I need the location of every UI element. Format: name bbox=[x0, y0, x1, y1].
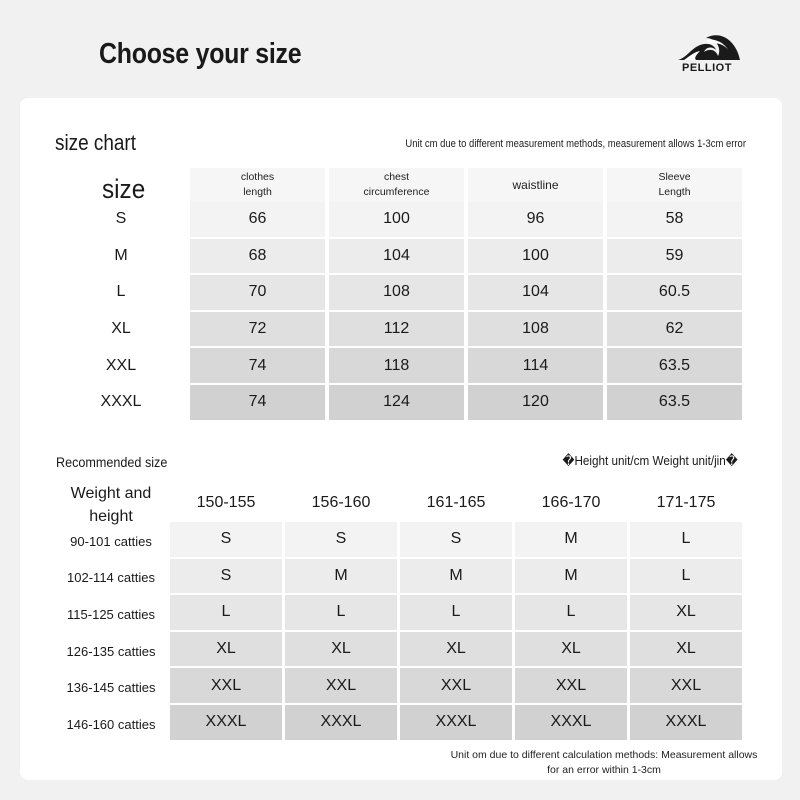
size-chart-column-header-line: clothes bbox=[240, 171, 275, 183]
recommended-size-cell: XL bbox=[170, 632, 282, 667]
size-chart-size-label: XL bbox=[111, 320, 131, 338]
weight-row-label: 146-160 catties bbox=[66, 716, 156, 732]
size-chart-cell: 100 bbox=[468, 239, 603, 274]
recommended-unit-note: �Height unit/cm Weight unit/jin� bbox=[562, 453, 738, 468]
size-chart-column-header-line: circumference bbox=[363, 186, 430, 198]
height-column-header: 171-175 bbox=[656, 494, 716, 511]
recommended-size-cell: L bbox=[400, 595, 512, 630]
recommended-size-cell: XL bbox=[630, 595, 742, 630]
size-chart-size-label: XXL bbox=[105, 356, 137, 374]
recommended-size-cell: S bbox=[170, 522, 282, 557]
recommended-size-cell: M bbox=[400, 559, 512, 594]
size-chart-cell: 58 bbox=[607, 202, 742, 237]
brand-logo bbox=[672, 32, 746, 78]
recommended-footer-note: Unit om due to different calculation methods: Measurement allows for an error within 1-3cm bbox=[450, 749, 758, 776]
size-chart-column-header bbox=[468, 168, 603, 202]
size-chart-size-label: L bbox=[116, 283, 126, 301]
size-chart-cell: 114 bbox=[468, 348, 603, 383]
weight-row-label: 126-135 catties bbox=[66, 643, 156, 659]
size-chart-cell: 63.5 bbox=[607, 348, 742, 383]
size-chart-cell: 108 bbox=[468, 312, 603, 347]
recommended-size-cell: XXL bbox=[170, 668, 282, 703]
height-column-header: 156-160 bbox=[311, 494, 371, 511]
recommended-size-cell: L bbox=[630, 559, 742, 594]
size-chart-size-label: M bbox=[114, 246, 128, 264]
size-chart-column-header bbox=[190, 168, 325, 202]
size-chart-column-header bbox=[607, 168, 742, 202]
size-chart-cell: 70 bbox=[190, 275, 325, 310]
size-chart-column-header-line: chest bbox=[383, 171, 410, 183]
size-chart-cell: 104 bbox=[468, 275, 603, 310]
recommended-size-cell: S bbox=[400, 522, 512, 557]
size-chart-cell: 96 bbox=[468, 202, 603, 237]
size-chart-size-label: S bbox=[115, 210, 127, 228]
size-chart-title: size chart bbox=[55, 130, 136, 155]
page-title: Choose your size bbox=[99, 38, 302, 70]
recommended-size-cell: S bbox=[170, 559, 282, 594]
height-column-header: 166-170 bbox=[541, 494, 601, 511]
weight-row-label: 90-101 catties bbox=[70, 533, 152, 549]
height-column-header: 161-165 bbox=[426, 494, 486, 511]
recommended-size-cell: L bbox=[285, 595, 397, 630]
recommended-size-cell: M bbox=[285, 559, 397, 594]
weight-row-label: 102-114 catties bbox=[67, 570, 155, 586]
size-chart-column-header-line: Sleeve bbox=[658, 171, 691, 183]
recommended-size-cell: XL bbox=[630, 632, 742, 667]
weight-row-label: 136-145 catties bbox=[66, 680, 156, 696]
page-header bbox=[0, 0, 800, 96]
recommended-size-cell: XXL bbox=[630, 668, 742, 703]
size-chart-cell: 66 bbox=[190, 202, 325, 237]
recommended-size-cell: M bbox=[515, 559, 627, 594]
recommended-size-cell: M bbox=[515, 522, 627, 557]
recommended-size-cell: XXL bbox=[400, 668, 512, 703]
recommended-size-cell: XL bbox=[285, 632, 397, 667]
size-heading: size bbox=[102, 174, 146, 204]
wave-logo-icon bbox=[676, 32, 742, 62]
size-chart-cell: 118 bbox=[329, 348, 464, 383]
recommended-size-cell: L bbox=[515, 595, 627, 630]
weight-height-label: Weight and height bbox=[70, 485, 152, 525]
size-chart-column-header-line: length bbox=[243, 186, 272, 198]
recommended-size-cell: XXXL bbox=[400, 705, 512, 740]
size-chart-unit-note: Unit cm due to different measurement methods, measurement allows 1-3cm error bbox=[405, 138, 746, 150]
size-chart-column-header-line: Length bbox=[658, 186, 691, 198]
recommended-size-cell: XL bbox=[400, 632, 512, 667]
size-chart-cell: 108 bbox=[329, 275, 464, 310]
recommended-size-cell: L bbox=[170, 595, 282, 630]
size-chart-cell: 124 bbox=[329, 385, 464, 420]
size-chart-cell: 100 bbox=[329, 202, 464, 237]
recommended-size-cell: XL bbox=[515, 632, 627, 667]
size-chart-column-header-line: waistline bbox=[512, 177, 559, 192]
size-chart-cell: 112 bbox=[329, 312, 464, 347]
recommended-size-cell: XXL bbox=[285, 668, 397, 703]
size-chart-cell: 60.5 bbox=[607, 275, 742, 310]
size-chart-cell: 120 bbox=[468, 385, 603, 420]
weight-row-label: 115-125 catties bbox=[67, 606, 155, 622]
size-chart-cell: 104 bbox=[329, 239, 464, 274]
recommended-size-cell: L bbox=[630, 522, 742, 557]
size-chart-cell: 63.5 bbox=[607, 385, 742, 420]
size-card bbox=[20, 98, 782, 780]
size-chart-cell: 74 bbox=[190, 348, 325, 383]
size-chart-size-label: XXXL bbox=[100, 393, 142, 411]
size-chart-cell: 62 bbox=[607, 312, 742, 347]
size-chart-cell: 74 bbox=[190, 385, 325, 420]
recommended-size-cell: XXXL bbox=[285, 705, 397, 740]
recommended-size-cell: XXXL bbox=[170, 705, 282, 740]
recommended-size-cell: S bbox=[285, 522, 397, 557]
size-chart-cell: 59 bbox=[607, 239, 742, 274]
recommended-size-cell: XXL bbox=[515, 668, 627, 703]
height-column-header: 150-155 bbox=[196, 494, 256, 511]
brand-name: PELLIOT bbox=[682, 62, 732, 74]
recommended-size-cell: XXXL bbox=[630, 705, 742, 740]
size-chart-column-header bbox=[329, 168, 464, 202]
recommended-size-title: Recommended size bbox=[56, 454, 168, 470]
size-chart-cell: 68 bbox=[190, 239, 325, 274]
recommended-size-cell: XXXL bbox=[515, 705, 627, 740]
size-chart-cell: 72 bbox=[190, 312, 325, 347]
